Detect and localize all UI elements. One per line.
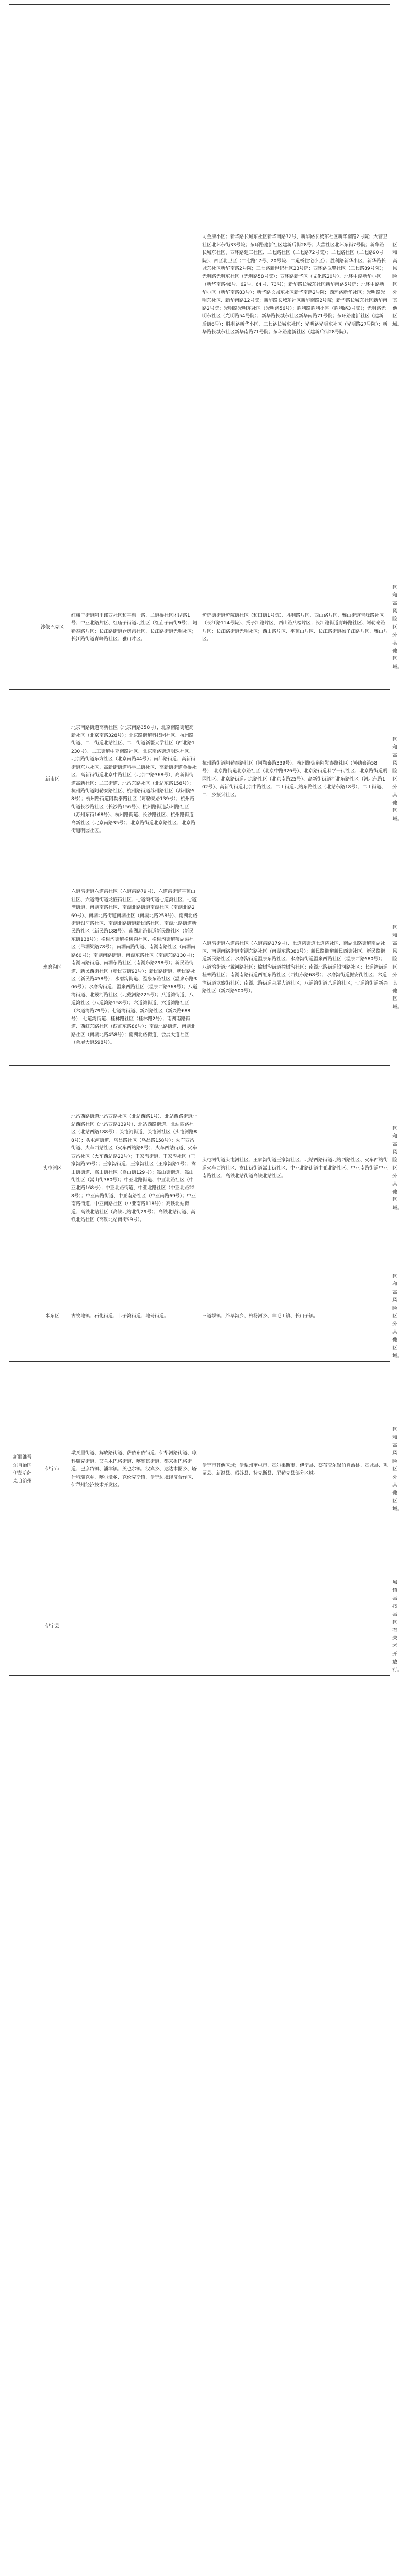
city-cell [9, 566, 36, 690]
table-row: 水磨沟区 六道湾街道六道湾社区（六道湾路79号）、六道湾街道平顶山社区、六道湾街道龙盛街社区、七道湾街道七道湾社区、七道湾街道、南湖南路社区、南湖北路街道南湖社区（南湖北路269号）、南湖北路街道南湖社区（南湖北路258号）、南湖北路街道银河路社区、南湖北路街道新民路社区、南湖北路街道新民路社区（新民路188号）、南湖北路街道新民路社区（新民东街138号）；榆树沟街道榆树沟社区、榆树沟街道苇湖梁社区（苇湖梁路78号）；南湖南路街道、南湖南路社区（南湖南路60号）；南湖南路街道、南湖东路社区（南湖东路130号）；南湖南路街道、南湖东路社区（南湖东路298号）；新民路街道、新民西街社区（新民西街92号）；新民路街道、新民路社区（新民路458号）；水磨沟街道、温泉东路社区（温泉东路306号）；水磨沟街道、温泉西路社区（温泉西路368号）；八道湾街道、北戴河路社区（北戴河路225号）；八道湾街道、八道湾社区（八道湾路158号）；六道湾街道、六道湾路社区（六道湾路79号）；七道湾街道、新兴路社区（新兴路688号）；七道湾街道、桂林路社区（桂林路2号）；南湖南路街道、西虹东路社区（西虹东路86号）；南湖北路街道、南湖北路社区（南湖北路458号）；南湖北路街道、会展大道社区（会展大道598号）。 六道湾街道六道湾社区（六道湾路179号）、七道湾街道七道湾社区、南湖北路街道南湖社区、南湖南路街道南湖东路社区（南湖东路380号）；新民路街道新民西街社区、新民路街道新民路社区；水磨沟街道温泉东路社区、水磨沟街道温泉西路社区（温泉西路580号）；八道湾街道北戴河路社区；榆树沟街道榆树沟社区；南湖北路街道银河路社区；七道湾街道桂林路社区；南湖南路街道西虹东路社区（西虹东路68号）；水磨沟街道振安街社区；六道湾街道龙盛街社区；南湖北路街道会展大道社区；八道湾街道八道湾社区；七道湾街道新兴路社区（新兴路500号）。 区和高风险区外其他区域。 [9, 870, 390, 1066]
high-risk-cell: 古牧地镇、石化街道、卡子湾街道、地磅街道。 [69, 1272, 200, 1362]
high-risk-cell [69, 1578, 200, 1676]
city-cell [9, 1578, 36, 1676]
high-risk-cell [69, 5, 200, 566]
table-row: 伊宁县 城镇县按县区有关不开放行。 [9, 1578, 390, 1676]
city-cell [9, 1066, 36, 1272]
district-cell: 米东区 [36, 1272, 69, 1362]
mid-risk-cell: 炉院街街道炉院街社区（和田街1号院）、胜利路片区、西山路片区、雅山街道青峰路社区（长江路114号院）、扬子江路片区、西山路八楼片区；长江路街道青峰路社区、阿勒泰路片区；长江路街道光明社区；西山路片区、平顶山片区、长江路街道扬子江路片区、雅山片区。 [200, 566, 390, 690]
district-cell: 伊宁市 [36, 1362, 69, 1578]
mid-risk-cell: 六道湾街道六道湾社区（六道湾路179号）、七道湾街道七道湾社区、南湖北路街道南湖社区、南湖南路街道南湖东路社区（南湖东路380号）；新民路街道新民西街社区、新民路街道新民路社区；水磨沟街道温泉东路社区、水磨沟街道温泉西路社区（温泉西路580号）；八道湾街道北戴河路社区；榆树沟街道榆树沟社区；南湖北路街道银河路社区；七道湾街道桂林路社区；南湖南路街道西虹东路社区（西虹东路68号）；水磨沟街道振安街社区；六道湾街道龙盛街社区；南湖北路街道会展大道社区；八道湾街道八道湾社区；七道湾街道新兴路社区（新兴路500号）。 [200, 870, 390, 1066]
mid-risk-cell: 三道坝镇、芦草沟乡、柏杨河乡、羊毛工镇、长山子镇。 [200, 1272, 390, 1362]
high-risk-cell: 红庙子街道阿里郎西社区和平渠一路、二道桥社区团结路1号；中亚北路片区、红庙子街道北社区（红庙子南街9号）；阿勒泰路片区；长江路街道仓房沟社区、长江路街道光明社区；长江路街道青峰路社区；雅山片区。 [69, 566, 200, 690]
district-cell [36, 5, 69, 566]
table-row: 新疆维吾尔自治区伊犁哈萨克自治州 伊宁市 墩买里街道、解放路街道、萨依布依街道、伊犁河路街道、琼科瑞克街道、艾兰木巴格街道、喀赞其街道、都来提巴格街道、巴彦岱镇、潘津镇、英也尔镇、汉宾乡、达达木图乡、塔什科瑞克乡、喀尔墩乡、克伦克斯镇、伊宁边境经济合作区、伊犁州经济技术开发区。 伊宁市其他区域；伊犁州奎屯市、霍尔果斯市、伊宁县、察布查尔锡伯自治县、霍城县、巩留县、新源县、昭苏县、特克斯县、尼勒克县部分区域。 区和高风险区外其他区域。 [9, 1362, 390, 1578]
table-row: 头屯河区 北站西路街道北站西路社区（北站西路1号）、北站西路街道北站西路社区（北站西路139号）、北站西路街道、北站西路社区（北站西路188号）；头屯河街道、头屯河社区（头屯河路88号）；头屯河街道、乌昌路社区（乌昌路158号）；火车西站街道、火车西站社区（火车西站路8号）；火车西站街道、火车西站社区（火车西站路22号）；王家沟街道、王家沟社区（王家沟路59号）；王家沟街道、王家沟社区（王家沟路1号）；嵩山街街道、嵩山街社区（嵩山街129号）；嵩山街街道、嵩山街社区（嵩山街380号）；中亚北路街道、中亚北路社区（中亚北路168号）；中亚北路街道、中亚北路社区（中亚北路228号）；中亚南路街道、中亚南路社区（中亚南路69号）；中亚南路街道、中亚南路社区（中亚南路118号）；高铁北站街道、高铁北站社区（高铁北站北街29号）；高铁北站街道、高铁北站社区（高铁北站南街99号）。 头屯河街道头屯河社区、王家沟街道王家沟社区、北站西路街道北站西路社区、火车西站街道火车西站社区、嵩山街街道嵩山街社区、中亚北路街道中亚北路社区、中亚南路街道中亚南路社区、高铁北站街道高铁北站社区。 区和高风险区外其他区域。 [9, 1066, 390, 1272]
high-risk-cell: 六道湾街道六道湾社区（六道湾路79号）、六道湾街道平顶山社区、六道湾街道龙盛街社区、七道湾街道七道湾社区、七道湾街道、南湖南路社区、南湖北路街道南湖社区（南湖北路269号）、南湖北路街道南湖社区（南湖北路258号）、南湖北路街道银河路社区、南湖北路街道新民路社区、南湖北路街道新民路社区（新民路188号）、南湖北路街道新民路社区（新民东街138号）；榆树沟街道榆树沟社区、榆树沟街道苇湖梁社区（苇湖梁路78号）；南湖南路街道、南湖南路社区（南湖南路60号）；南湖南路街道、南湖东路社区（南湖东路130号）；南湖南路街道、南湖东路社区（南湖东路298号）；新民路街道、新民西街社区（新民西街92号）；新民路街道、新民路社区（新民路458号）；水磨沟街道、温泉东路社区（温泉东路306号）；水磨沟街道、温泉西路社区（温泉西路368号）；八道湾街道、北戴河路社区（北戴河路225号）；八道湾街道、八道湾社区（八道湾路158号）；六道湾街道、六道湾路社区（六道湾路79号）；七道湾街道、新兴路社区（新兴路688号）；七道湾街道、桂林路社区（桂林路2号）；南湖南路街道、西虹东路社区（西虹东路86号）；南湖北路街道、南湖北路社区（南湖北路458号）；南湖北路街道、会展大道社区（会展大道598号）。 [69, 870, 200, 1066]
district-cell: 新市区 [36, 690, 69, 870]
city-cell [9, 870, 36, 1066]
district-cell: 头屯河区 [36, 1066, 69, 1272]
mid-risk-cell: 伊宁市其他区域；伊犁州奎屯市、霍尔果斯市、伊宁县、察布查尔锡伯自治县、霍城县、巩留县、新源县、昭苏县、特克斯县、尼勒克县部分区域。 [200, 1362, 390, 1578]
mid-risk-cell: 杭州路街道阿勒泰路社区（阿勒泰路339号）、杭州路街道阿勒泰路社区（阿勒泰路58号）；北京路街道北京路社区（北京中路326号）、北京路街道科学一街社区、北京路街道明园社区、北京路街道北京路社区（北京南路25号）、高新街街道河北东路社区（河北东路102号）、高新街街道北京中路社区、二工街道北站东路社区（北站东路18号）、二工街道、二工乡振兴社区。 [200, 690, 390, 870]
table-row: 新市区 北京南路街道高新社区（北京南路358号）、北京南路街道高新社区（北京南路328号）；北京路街道科技园社区、杭州路街道、二工街道北站社区、二工街道新疆大学社区（西北路1230号）、二工街道中亚南路社区、北京南路街道明珠社区、北京路街道东方社区（北京南路44号）；南纬路街道、高新街街道东八社区、高新街街道科学二街社区、高新街街道金桥社区、高新街街道北京中路社区（北京中路368号）、高新街街道高新社区；二工街道、北站东路社区（北站东路158号）；杭州路街道阿勒泰路社区、杭州路街道苏州路社区（苏州路58号）；杭州路街道阿勒泰路社区（阿勒泰路139号）；杭州路街道长沙路社区（长沙路156号）、杭州路街道苏州路社区（苏州东街168号）、杭州路街道、长沙路社区、杭州路街道高新社区（北京南路35号）；北京路街道北京路社区、北京路街道明园社区。 杭州路街道阿勒泰路社区（阿勒泰路339号）、杭州路街道阿勒泰路社区（阿勒泰路58号）；北京路街道北京路社区（北京中路326号）、北京路街道科学一街社区、北京路街道明园社区、北京路街道北京路社区（北京南路25号）、高新街街道河北东路社区（河北东路102号）、高新街街道北京中路社区、二工街道北站东路社区（北站东路18号）、二工街道、二工乡振兴社区。 区和高风险区外其他区域。 [9, 690, 390, 870]
mid-risk-cell [200, 1578, 390, 1676]
table-row: 司金康小区；新华路长城东社区新华南路72号、新华路长城东社区新华南路2号院；大营卫社区北环东街33号院；东环路建新社区建新后街28号；大营社区北环东街7号院；新华路长城东社区、西环路建工社区、二七路社区（二七路72号院）；二七路社区（二七路90号院）、西区北卫区（二七路17号、20号院、二道桥住宅小区）；胜利路新华小区、新华路长城东社区新华南路2号院；三七路新世纪社区23号院；西环路武警社区（三七路89号院）；光明路光明东社区（光明路58号院）；西环路新华区（文化路20号）、北环中路新华小区（新华南路48号、62号、64号、73号）；新华路长城东社区新华南路5号院；北环中路新华小区（新华南路83号）；新华路长城东社区新华南路2号院；西环路新华社区；光明路光明东社区、新华南路12号院；新华路长城东社区新华南路2号院；新华路长城东社区新华南路2号院；光明路光明东社区（光明路56号）；胜利路胜利小区（胜利路3号院）；光明路光明东社区（光明路54号院）；新华路长城东社区新华南路71号院；东环路建新社区（建新后街6号）；胜利路新华小区、三七路长城东社区；光明路光明东社区（光明路27号院）；新华路长城东社区新华南路71号院；东环路建新社区（建新后街28号院）。 区和高风险区外其他区域。 [9, 5, 390, 566]
city-cell [9, 5, 36, 566]
high-risk-cell: 北京南路街道高新社区（北京南路358号）、北京南路街道高新社区（北京南路328号）；北京路街道科技园社区、杭州路街道、二工街道北站社区、二工街道新疆大学社区（西北路1230号）、二工街道中亚南路社区、北京南路街道明珠社区、北京路街道东方社区（北京南路44号）；南纬路街道、高新街街道东八社区、高新街街道科学二街社区、高新街街道金桥社区、高新街街道北京中路社区（北京中路368号）、高新街街道高新社区；二工街道、北站东路社区（北站东路158号）；杭州路街道阿勒泰路社区、杭州路街道苏州路社区（苏州路58号）；杭州路街道阿勒泰路社区（阿勒泰路139号）；杭州路街道长沙路社区（长沙路156号）、杭州路街道苏州路社区（苏州东街168号）、杭州路街道、长沙路社区、杭州路街道高新社区（北京南路35号）；北京路街道北京路社区、北京路街道明园社区。 [69, 690, 200, 870]
table-row: 米东区 古牧地镇、石化街道、卡子湾街道、地磅街道。 三道坝镇、芦草沟乡、柏杨河乡、羊毛工镇、长山子镇。 区和高风险区外其他区域。 [9, 1272, 390, 1362]
risk-area-table [9, 4, 402, 1676]
city-cell [9, 1272, 36, 1362]
mid-risk-cell: 司金康小区；新华路长城东社区新华南路72号、新华路长城东社区新华南路2号院；大营卫社区北环东街33号院；东环路建新社区建新后街28号；大营社区北环东街7号院；新华路长城东社区、西环路建工社区、二七路社区（二七路72号院）；二七路社区（二七路90号院）、西区北卫区（二七路17号、20号院、二道桥住宅小区）；胜利路新华小区、新华路长城东社区新华南路2号院；三七路新世纪社区23号院；西环路武警社区（三七路89号院）；光明路光明东社区（光明路58号院）；西环路新华区（文化路20号）、北环中路新华小区（新华南路48号、62号、64号、73号）；新华路长城东社区新华南路5号院；北环中路新华小区（新华南路83号）；新华路长城东社区新华南路2号院；西环路新华社区；光明路光明东社区、新华南路12号院；新华路长城东社区新华南路2号院；新华路长城东社区新华南路2号院；光明路光明东社区（光明路56号）；胜利路胜利小区（胜利路3号院）；光明路光明东社区（光明路54号院）；新华路长城东社区新华南路71号院；东环路建新社区（建新后街6号）；胜利路新华小区、三七路长城东社区；光明路光明东社区（光明路27号院）；新华路长城东社区新华南路71号院；东环路建新社区（建新后街28号院）。 [200, 5, 390, 566]
table-row: 沙依巴克区 红庙子街道阿里郎西社区和平渠一路、二道桥社区团结路1号；中亚北路片区、红庙子街道北社区（红庙子南街9号）；阿勒泰路片区；长江路街道仓房沟社区、长江路街道光明社区；长江路街道青峰路社区；雅山片区。 炉院街街道炉院街社区（和田街1号院）、胜利路片区、西山路片区、雅山街道青峰路社区（长江路114号院）、扬子江路片区、西山路八楼片区；长江路街道青峰路社区、阿勒泰路片区；长江路街道光明社区；西山路片区、平顶山片区、长江路街道扬子江路片区、雅山片区。 区和高风险区外其他区域。 [9, 566, 390, 690]
city-cell [9, 690, 36, 870]
city-cell: 新疆维吾尔自治区伊犁哈萨克自治州 [9, 1362, 36, 1578]
district-cell: 伊宁县 [36, 1578, 69, 1676]
district-cell: 水磨沟区 [36, 870, 69, 1066]
mid-risk-cell: 头屯河街道头屯河社区、王家沟街道王家沟社区、北站西路街道北站西路社区、火车西站街道火车西站社区、嵩山街街道嵩山街社区、中亚北路街道中亚北路社区、中亚南路街道中亚南路社区、高铁北站街道高铁北站社区。 [200, 1066, 390, 1272]
district-cell: 沙依巴克区 [36, 566, 69, 690]
high-risk-cell: 北站西路街道北站西路社区（北站西路1号）、北站西路街道北站西路社区（北站西路139号）、北站西路街道、北站西路社区（北站西路188号）；头屯河街道、头屯河社区（头屯河路88号）；头屯河街道、乌昌路社区（乌昌路158号）；火车西站街道、火车西站社区（火车西站路8号）；火车西站街道、火车西站社区（火车西站路22号）；王家沟街道、王家沟社区（王家沟路59号）；王家沟街道、王家沟社区（王家沟路1号）；嵩山街街道、嵩山街社区（嵩山街129号）；嵩山街街道、嵩山街社区（嵩山街380号）；中亚北路街道、中亚北路社区（中亚北路168号）；中亚北路街道、中亚北路社区（中亚北路228号）；中亚南路街道、中亚南路社区（中亚南路69号）；中亚南路街道、中亚南路社区（中亚南路118号）；高铁北站街道、高铁北站社区（高铁北站北街29号）；高铁北站街道、高铁北站社区（高铁北站南街99号）。 [69, 1066, 200, 1272]
high-risk-cell: 墩买里街道、解放路街道、萨依布依街道、伊犁河路街道、琼科瑞克街道、艾兰木巴格街道、喀赞其街道、都来提巴格街道、巴彦岱镇、潘津镇、英也尔镇、汉宾乡、达达木图乡、塔什科瑞克乡、喀尔墩乡、克伦克斯镇、伊宁边境经济合作区、伊犁州经济技术开发区。 [69, 1362, 200, 1578]
